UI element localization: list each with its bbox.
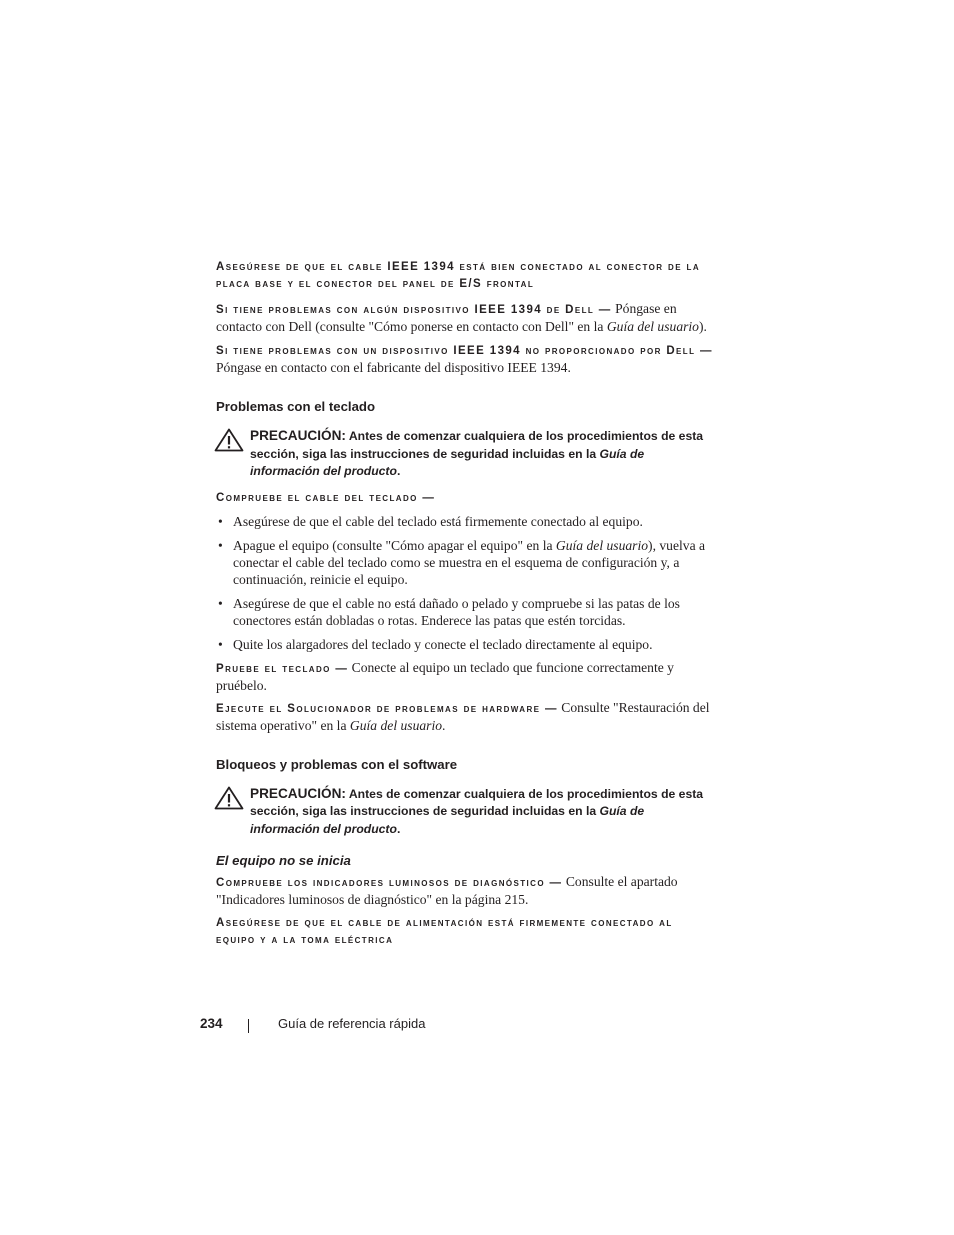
test-keyboard-text: Conecte al equipo un teclado que funcione correctamente y pruébelo. [216, 659, 674, 693]
bullet-icon: • [218, 513, 223, 529]
diagnostic-lights-text: Consulte el apartado "Indicadores luminosos de diagnóstico" en la página 215. [216, 874, 678, 907]
diagnostic-lights-paragraph [216, 873, 714, 908]
check-keyboard-cable [216, 488, 714, 506]
warning-triangle-icon [214, 786, 244, 810]
list-item: • Asegúrese de que el cable no está dañado o pelado y compruebe si las patas de los conectores están dobladas o rotas. Enderece las patas que estén torcidas. [218, 595, 680, 628]
ieee-cable-check [216, 258, 714, 292]
footer-title: Guía de referencia rápida [278, 1016, 426, 1031]
hardware-troubleshooter-lead: Ejecute el Solucionador de problemas de hardware — [216, 702, 558, 715]
power-cable-lead: Asegúrese de que el cable de alimentación está firmemente conectado al equipo y a la toma eléctrica [216, 917, 673, 946]
keyboard-checklist [216, 513, 714, 653]
bullet-icon: • [218, 537, 223, 553]
bullet-icon: • [218, 595, 223, 611]
caution-end: . [396, 464, 401, 478]
test-keyboard-paragraph [216, 659, 714, 694]
footer-divider [248, 1019, 249, 1033]
ieee-dell-device-paragraph [216, 300, 714, 335]
software-section-heading: Bloqueos y problemas con el software [216, 756, 458, 772]
product-info-guide-ref: Guía de información del producto [250, 446, 645, 478]
page-number: 234 [200, 1016, 223, 1031]
user-guide-ref: Guía del usuario [606, 319, 699, 334]
ieee-dell-device-end: ). [698, 319, 707, 334]
check-keyboard-cable-lead: Compruebe el cable del teclado — [216, 491, 436, 504]
list-item: • Apague el equipo (consulte "Cómo apagar el equipo" en la Guía del usuario), vuelva a conectar el cable del teclado como se muestra en el esquema de configuración y, a continuación, reinicie el equipo. [218, 537, 706, 587]
ieee-other-device-paragraph [216, 341, 714, 376]
keyboard-section-heading: Problemas con el teclado [216, 399, 376, 414]
computer-does-not-start-heading: El equipo no se inicia [216, 853, 351, 868]
caution-label: PRECAUCIÓN: [250, 428, 346, 443]
power-cable-check [216, 914, 714, 948]
user-guide-ref: Guía del usuario [349, 717, 443, 733]
caution-label: PRECAUCIÓN: [250, 785, 346, 801]
hardware-troubleshooter-text: Consulte "Restauración del sistema operativo" en la [216, 699, 710, 733]
test-keyboard-lead: Pruebe el teclado — [216, 662, 349, 675]
caution-end: . [396, 821, 401, 836]
hardware-troubleshooter-paragraph: Ejecute el Solucionador de problemas de hardware — Consulte "Restauración del sistema operativo" en la Guía del usuario. [216, 699, 710, 733]
caution-text: Antes de comenzar cualquiera de los procedimientos de esta sección, siga las instrucciones de seguridad incluidas en la [250, 786, 704, 818]
product-info-guide-ref: Guía de información del producto [250, 804, 645, 836]
list-item: • Asegúrese de que el cable del teclado está firmemente conectado al equipo. [218, 513, 643, 529]
page-footer [200, 1016, 600, 1036]
ieee-dell-device-lead: Si tiene problemas con algún dispositivo IEEE 1394 de Dell — [216, 304, 612, 316]
list-item: • Quite los alargadores del teclado y conecte el teclado directamente al equipo. [218, 636, 653, 652]
ieee-dell-device-text: Póngase en contacto con Dell (consulte "Cómo ponerse en contacto con Dell" en la [216, 301, 677, 334]
ieee-other-device-lead: Si tiene problemas con un dispositivo IEEE 1394 no proporcionado por Dell — [216, 345, 713, 357]
ieee-cable-lead: Asegúrese de que el cable IEEE 1394 está bien conectado al conector de la placa base y el conector del panel de E/S frontal [216, 261, 700, 290]
caution-text: Antes de comenzar cualquiera de los procedimientos de esta sección, siga las instrucciones de seguridad incluidas en la [250, 429, 704, 461]
diagnostic-lights-lead: Compruebe los indicadores luminosos de diagnóstico — [216, 877, 563, 889]
software-caution [216, 785, 714, 839]
page-content [216, 258, 714, 948]
warning-triangle-icon [214, 428, 244, 452]
keyboard-caution [216, 427, 714, 481]
ieee-other-device-text: Póngase en contacto con el fabricante del dispositivo IEEE 1394. [216, 360, 571, 375]
bullet-icon: • [218, 636, 223, 652]
